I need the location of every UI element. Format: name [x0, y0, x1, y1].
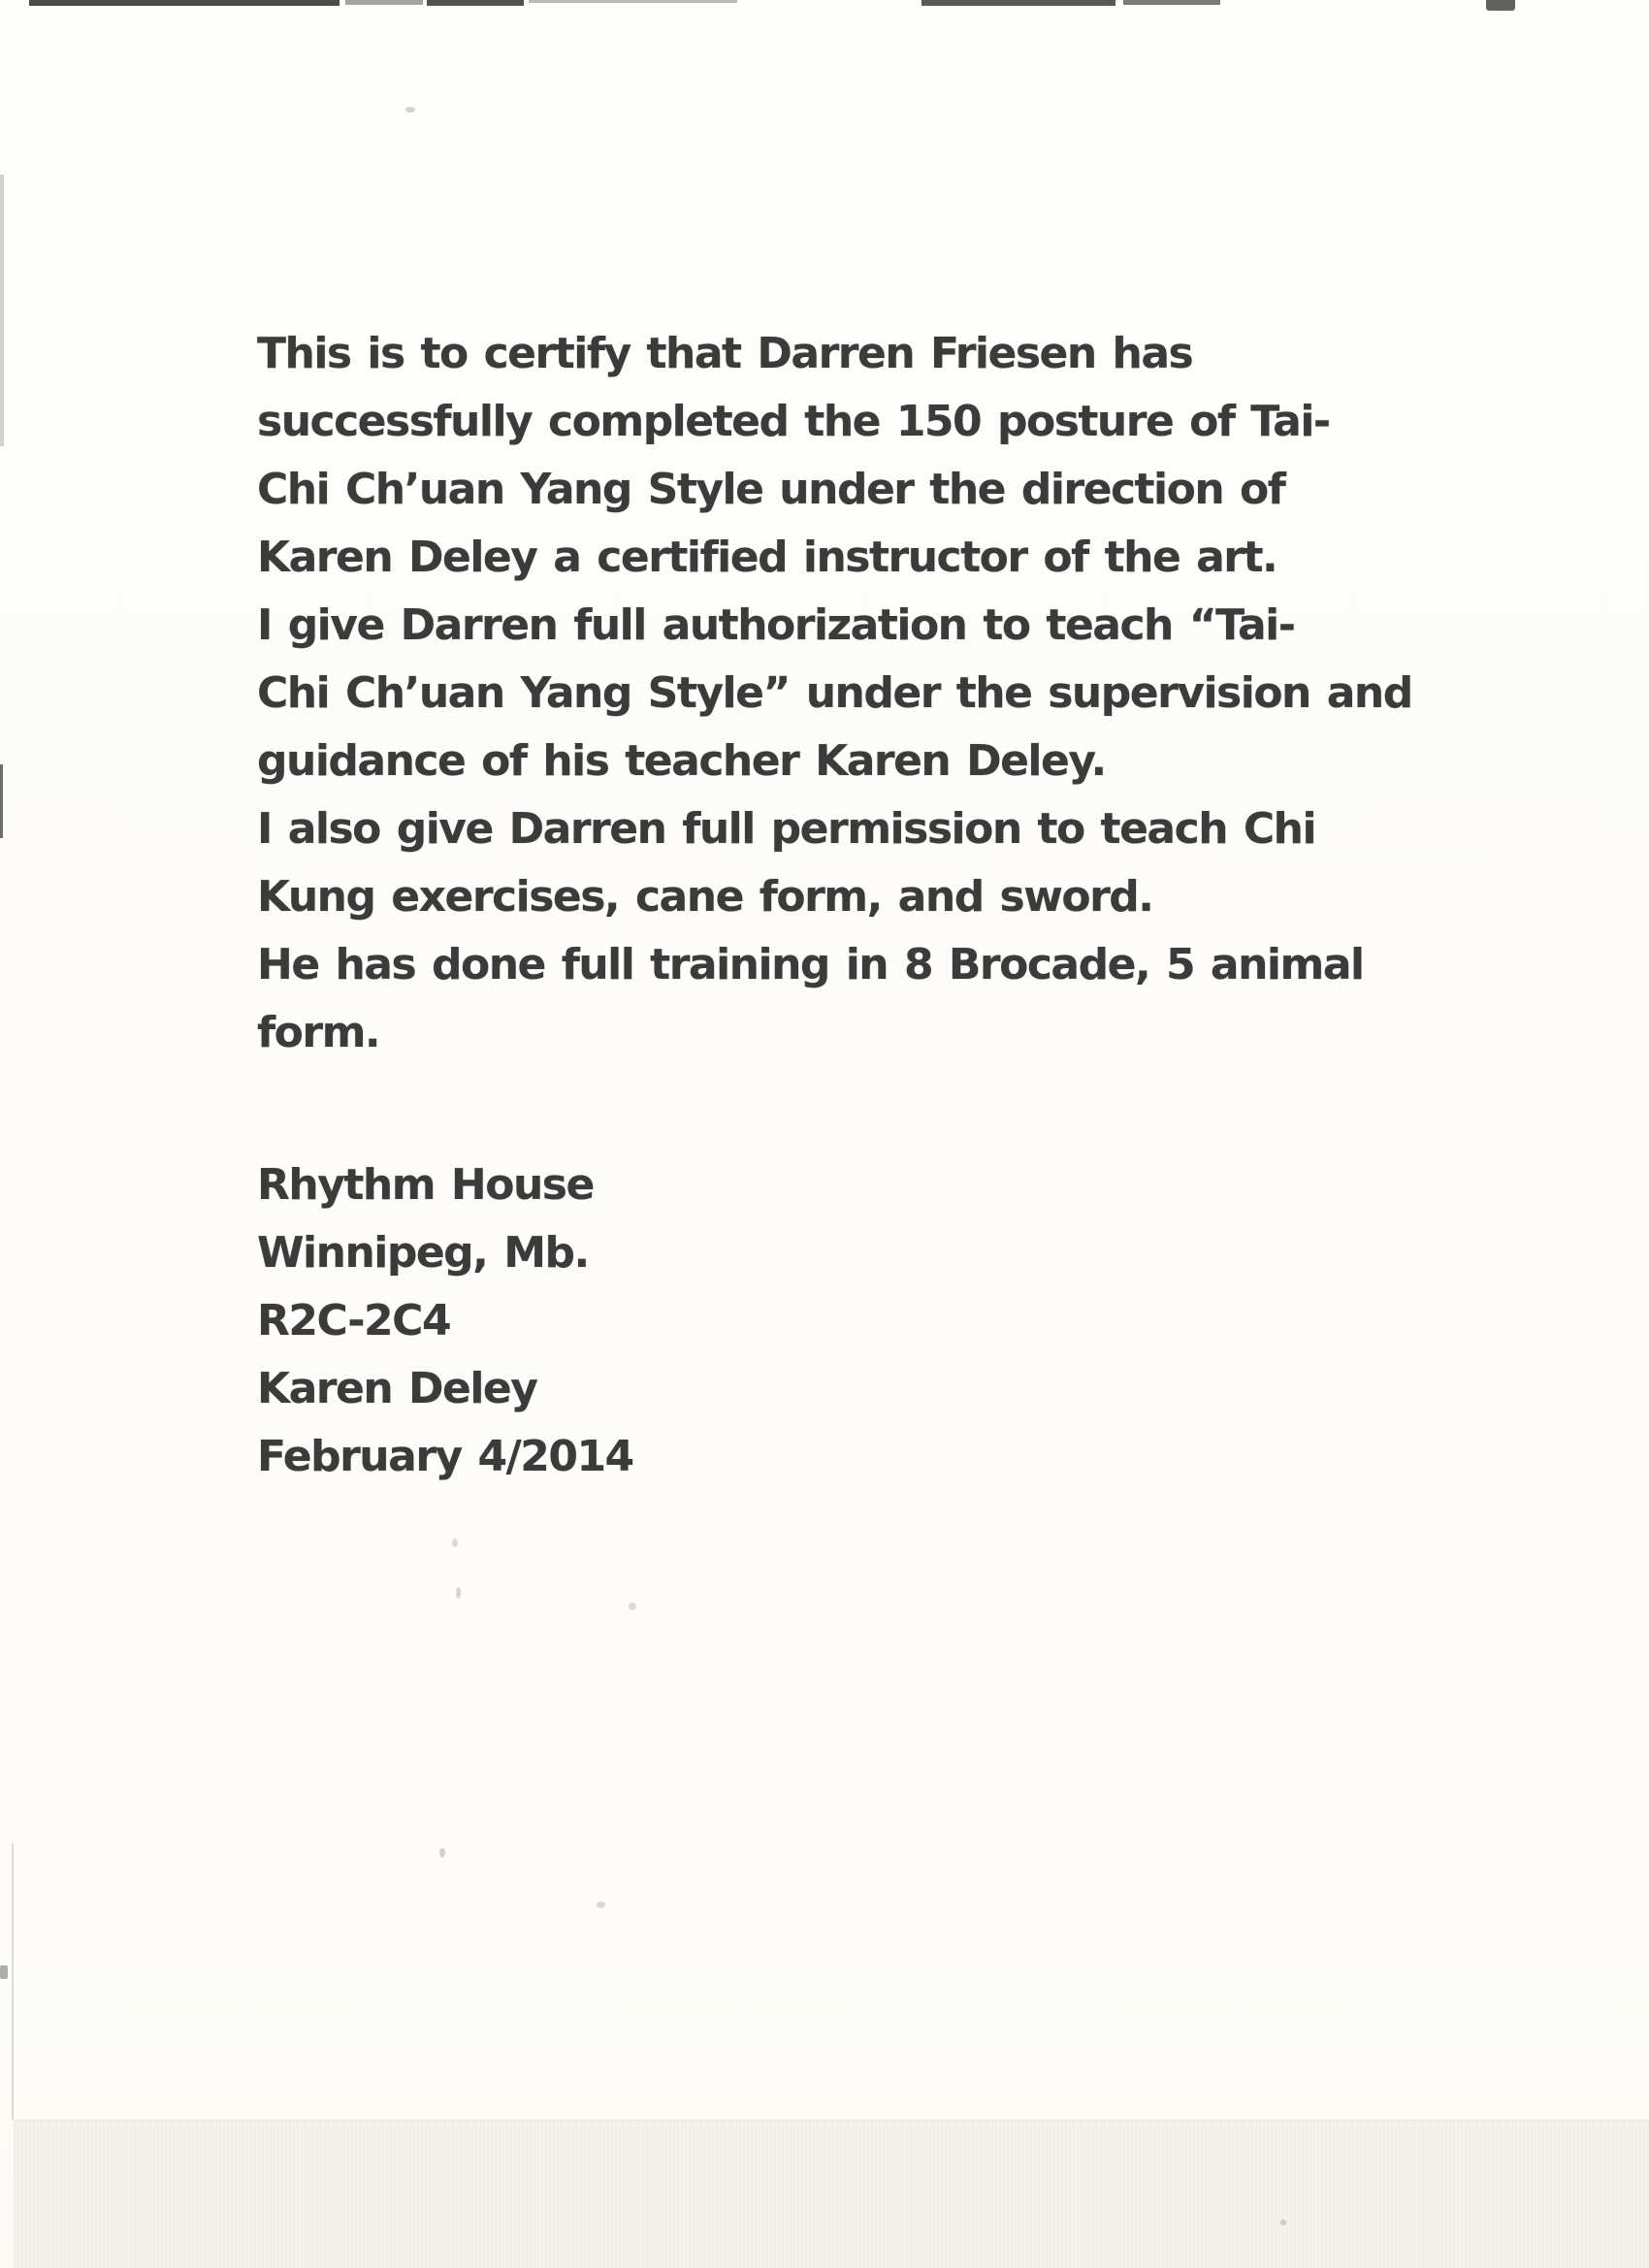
- scan-speck: [439, 1848, 445, 1858]
- letter-line: form.: [257, 1008, 380, 1057]
- letter-line: Chi Ch’uan Yang Style under the direction of: [257, 465, 1285, 514]
- letter-line: This is to certify that Darren Friesen has: [257, 329, 1193, 378]
- scan-speck: [597, 1901, 605, 1908]
- signature-name: Karen Deley: [257, 1364, 537, 1413]
- scan-speck: [456, 1587, 461, 1599]
- scan-artifact-top-strip: [529, 0, 737, 3]
- signature-date: February 4/2014: [257, 1432, 633, 1481]
- scan-artifact-top-strip: [427, 0, 524, 6]
- scan-artifact-left-edge: [12, 1843, 14, 2120]
- scan-speck: [629, 1603, 636, 1610]
- letter-line: I give Darren full authorization to teach “Tai-: [257, 600, 1295, 650]
- letter-body: [257, 320, 1412, 1067]
- signature-block: [257, 1151, 633, 1491]
- letter-line: guidance of his teacher Karen Deley.: [257, 736, 1106, 786]
- scan-artifact-top-strip: [1123, 0, 1220, 5]
- scan-artifact-top-strip: [345, 0, 423, 5]
- scan-artifact-left-edge: [0, 175, 4, 446]
- letter-line: He has done full training in 8 Brocade, 5 animal: [257, 940, 1364, 989]
- scanner-bed-band: [14, 2120, 1649, 2268]
- scan-speck: [405, 107, 415, 113]
- signature-org-name: Rhythm House: [257, 1160, 594, 1210]
- scan-speck: [452, 1539, 458, 1547]
- letter-line: I also give Darren full permission to teach Chi: [257, 804, 1316, 854]
- letter-line: successfully completed the 150 posture of Tai-: [257, 397, 1330, 446]
- signature-postal: R2C-2C4: [257, 1296, 451, 1345]
- scan-artifact-left-mark: [0, 1965, 8, 1979]
- letter-line: Kung exercises, cane form, and sword.: [257, 872, 1153, 922]
- letter-line: Chi Ch’uan Yang Style” under the supervision and: [257, 668, 1412, 718]
- scan-artifact-top-blob: [1486, 0, 1515, 11]
- scan-artifact-left-edge: [0, 764, 3, 838]
- letter-line: Karen Deley a certified instructor of the art.: [257, 533, 1277, 582]
- scan-artifact-top-strip: [29, 0, 340, 6]
- signature-city: Winnipeg, Mb.: [257, 1228, 589, 1278]
- scan-artifact-top-strip: [922, 0, 1116, 6]
